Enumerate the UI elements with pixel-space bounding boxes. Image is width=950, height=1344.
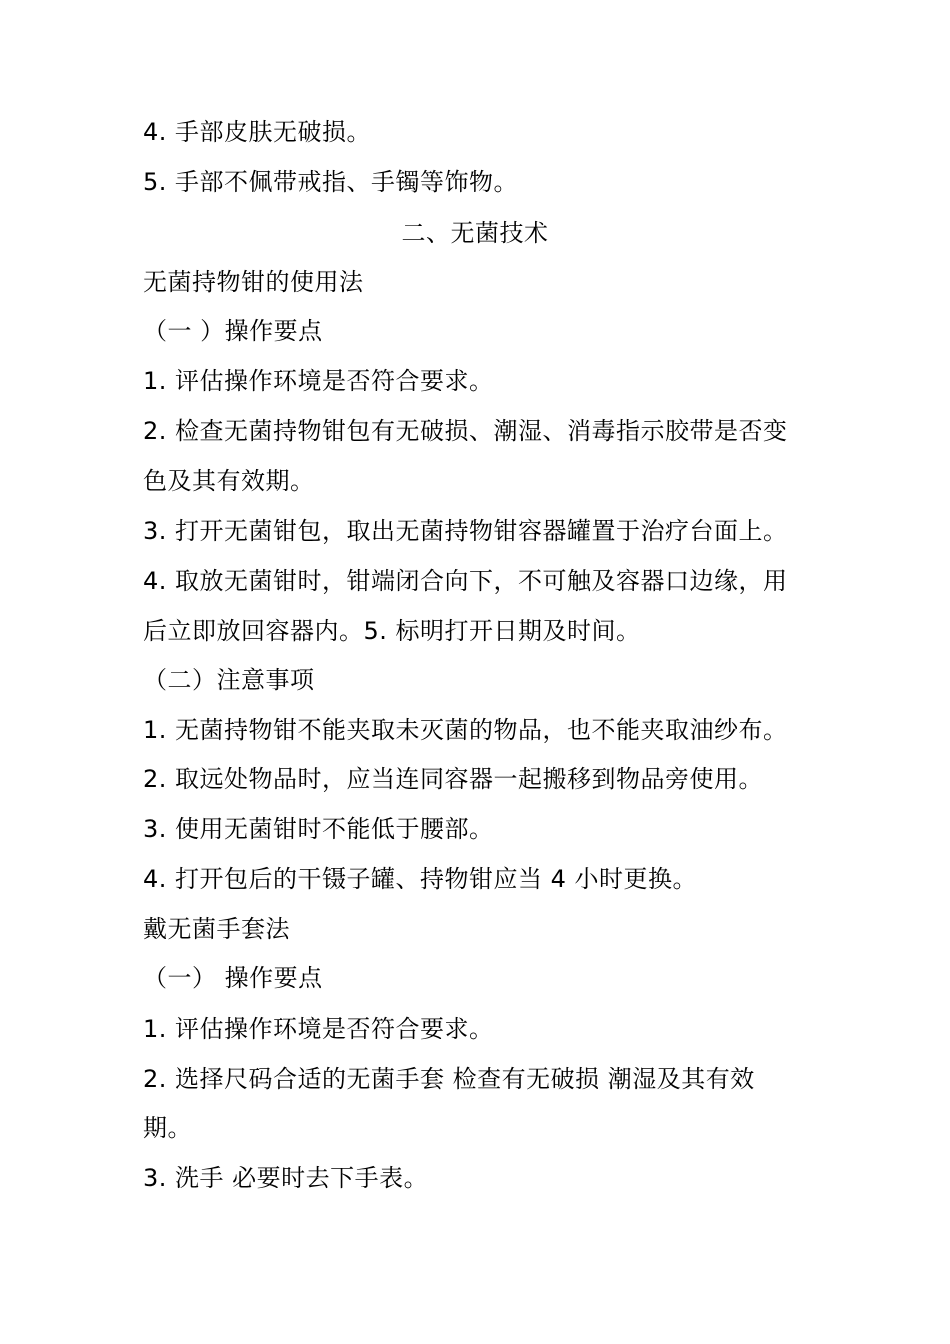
subsection-title: 戴无菌手套法	[143, 915, 290, 943]
subsection-title: 无菌持物钳的使用法	[143, 268, 364, 296]
text-line: 2. 取远处物品时，应当连同容器一起搬移到物品旁使用。	[143, 765, 764, 793]
text-line: 1. 评估操作环境是否符合要求。	[143, 367, 494, 395]
subsection-heading: （一 ）操作要点	[143, 317, 323, 345]
text-line: 1. 无菌持物钳不能夹取未灭菌的物品，也不能夹取油纱布。	[143, 716, 788, 744]
section-heading: 二、无菌技术	[401, 219, 549, 247]
subsection-heading: （一） 操作要点	[143, 964, 323, 992]
text-line: 4. 取放无菌钳时，钳端闭合向下，不可触及容器口边缘，用	[143, 567, 788, 595]
text-line: 3. 使用无菌钳时不能低于腰部。	[143, 815, 494, 843]
subsection-heading: （二）注意事项	[143, 666, 315, 694]
text-line: 1. 评估操作环境是否符合要求。	[143, 1015, 494, 1043]
text-line: 4. 手部皮肤无破损。	[143, 118, 372, 146]
text-line: 色及其有效期。	[143, 467, 315, 495]
text-line: 后立即放回容器内。5. 标明打开日期及时间。	[143, 617, 641, 645]
text-line: 2. 选择尺码合适的无菌手套 检查有无破损 潮湿及其有效	[143, 1065, 755, 1093]
text-line: 3. 打开无菌钳包，取出无菌持物钳容器罐置于治疗台面上。	[143, 517, 788, 545]
text-line: 4. 打开包后的干镊子罐、持物钳应当 4 小时更换。	[143, 865, 698, 893]
text-line: 3. 洗手 必要时去下手表。	[143, 1164, 429, 1192]
text-line: 期。	[143, 1114, 192, 1142]
text-line: 2. 检查无菌持物钳包有无破损、潮湿、消毒指示胶带是否变	[143, 417, 788, 445]
text-line: 5. 手部不佩带戒指、手镯等饰物。	[143, 168, 519, 196]
